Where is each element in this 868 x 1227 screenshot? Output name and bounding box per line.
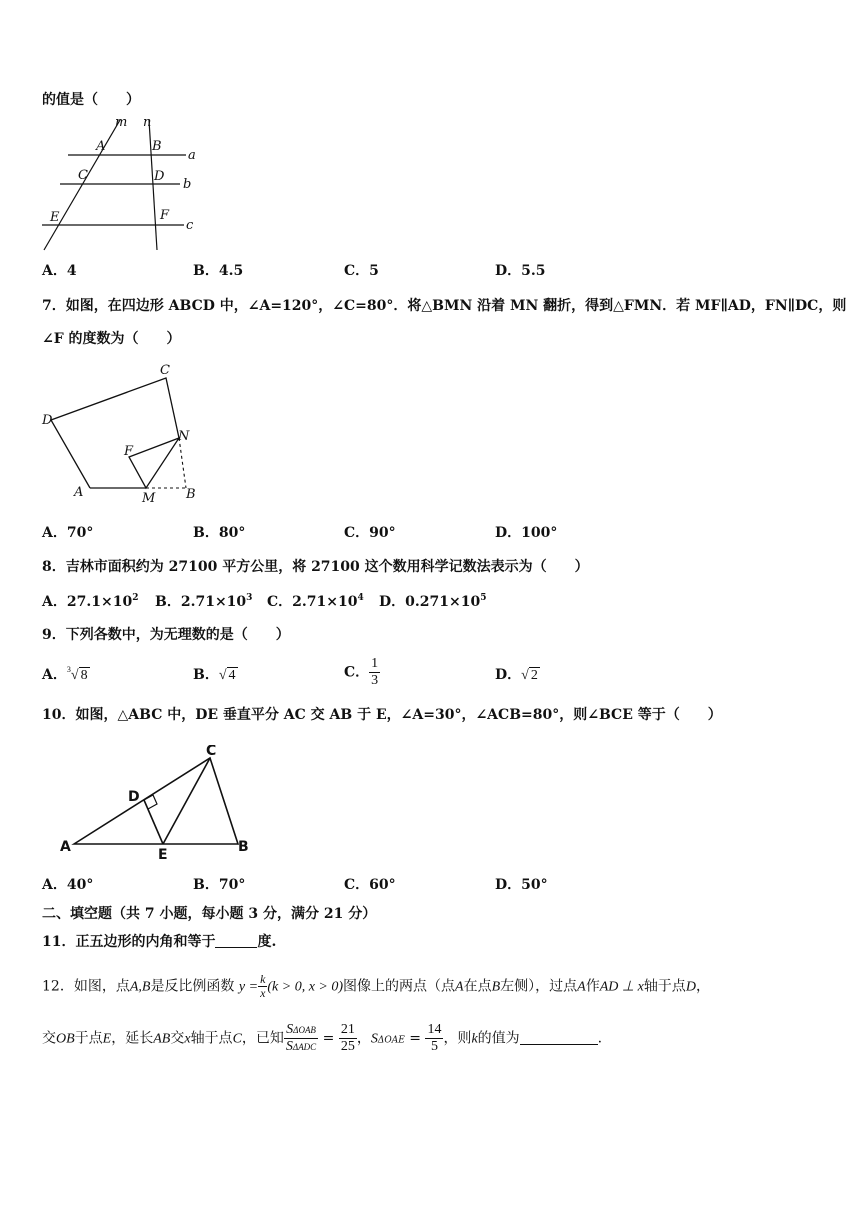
label-D: D <box>154 169 165 184</box>
q8-option-c: C．$2.71\times 10^4$ <box>267 593 364 610</box>
q10-option-a: A．40° <box>42 877 94 893</box>
label-m: m <box>115 115 128 130</box>
label-b: b <box>183 177 192 192</box>
q11-stem: 11．正五边形的内角和等于 度. <box>42 934 277 950</box>
label-N: N <box>178 429 190 444</box>
label-E: E <box>158 847 168 863</box>
label-A: A <box>96 139 106 154</box>
label-C: C <box>160 363 170 378</box>
q6-option-d: D．5.5 <box>495 263 546 279</box>
q9-option-b: B．√ 4 <box>193 667 236 683</box>
q12-answer-blank <box>520 1030 598 1045</box>
label-D: D <box>128 789 140 805</box>
dashed-nb <box>179 438 186 488</box>
right-angle-mark <box>144 795 157 809</box>
label-n: n <box>143 115 152 130</box>
triangle-fmn <box>129 438 179 488</box>
q10-option-b: B．70° <box>193 877 246 893</box>
q12-line2: 交OB于点E，延长AB交x轴于点C，已知 $\frac{\text{SΔOAB}}{\text{SΔADC}}$ = $\frac{21}{25}$ ，SΔOAE = $\frac{14}{5}$ ，则k的值为 . <box>42 1022 603 1054</box>
q8-option-d: D．$0.271\times 10^5$ <box>379 593 487 610</box>
label-D: D <box>42 413 53 428</box>
q7-option-c: C．90° <box>344 525 396 541</box>
label-A: A <box>60 839 71 855</box>
label-F: F <box>160 208 170 223</box>
q7-stem-line1: 7．如图，在四边形 ABCD 中，∠A=120°，∠C=80°．将△BMN 沿着 MN 翻折，得到△FMN．若 MF∥AD，FN∥DC，则 <box>42 298 847 314</box>
label-B: B <box>238 839 249 855</box>
q6-stem-tail: 的值是（ ） <box>42 92 140 108</box>
label-M: M <box>142 491 156 506</box>
q11-answer-blank <box>215 933 257 948</box>
q7-stem-line2: ∠F 的度数为（ ） <box>42 331 181 347</box>
q7-option-b: B．80° <box>193 525 246 541</box>
q10-option-c: C．60° <box>344 877 396 893</box>
label-C: C <box>78 168 88 183</box>
q6-option-a: A．4 <box>42 263 77 279</box>
q8-option-a: A．$27.1\times 10^2$ <box>42 593 139 610</box>
q10-stem: 10．如图，△ABC 中，DE 垂直平分 AC 交 AB 于 E，∠A=30°，∠ACB=80°，则∠BCE 等于（ ） <box>42 707 722 723</box>
section2-heading: 二、填空题（共 7 小题，每小题 3 分，满分 21 分） <box>42 906 377 922</box>
label-a: a <box>188 148 196 163</box>
line-m <box>44 120 120 250</box>
q6-figure <box>38 112 208 257</box>
q10-option-d: D．50° <box>495 877 548 893</box>
q9-option-a: A．$^3$√ 8 <box>42 665 88 683</box>
q7-option-d: D．100° <box>495 525 558 541</box>
label-A: A <box>74 485 84 500</box>
q7-figure <box>38 360 208 510</box>
q9-option-c: C． $\frac{1}{3}$ <box>344 656 379 688</box>
q6-option-c: C．5 <box>344 263 379 279</box>
label-C: C <box>206 745 217 759</box>
label-F: F <box>124 444 134 459</box>
q9-option-d: D．√ 2 <box>495 667 538 683</box>
q8-stem: 8．吉林市面积约为 27100 平方公里，将 27100 这个数用科学记数法表示为（ ） <box>42 559 589 575</box>
q6-option-b: B．4.5 <box>193 263 244 279</box>
segment-ec <box>163 758 210 844</box>
label-E: E <box>50 210 60 225</box>
q12-line1: 12．如图，点A,B是反比例函数 y = $\frac{k}{x}$ (k > 0, x > 0)图像上的两点（点A在点B左侧），过点A作AD ⊥ x轴于点D， <box>42 972 710 1000</box>
label-B: B <box>152 139 162 154</box>
q9-stem: 9．下列各数中，为无理数的是（ ） <box>42 627 290 643</box>
quad-sides <box>51 378 179 488</box>
q10-figure <box>60 745 270 865</box>
label-c: c <box>186 218 194 233</box>
label-B: B <box>186 487 196 502</box>
q7-option-a: A．70° <box>42 525 94 541</box>
q8-option-b: B．$2.71\times 10^3$ <box>155 593 253 610</box>
